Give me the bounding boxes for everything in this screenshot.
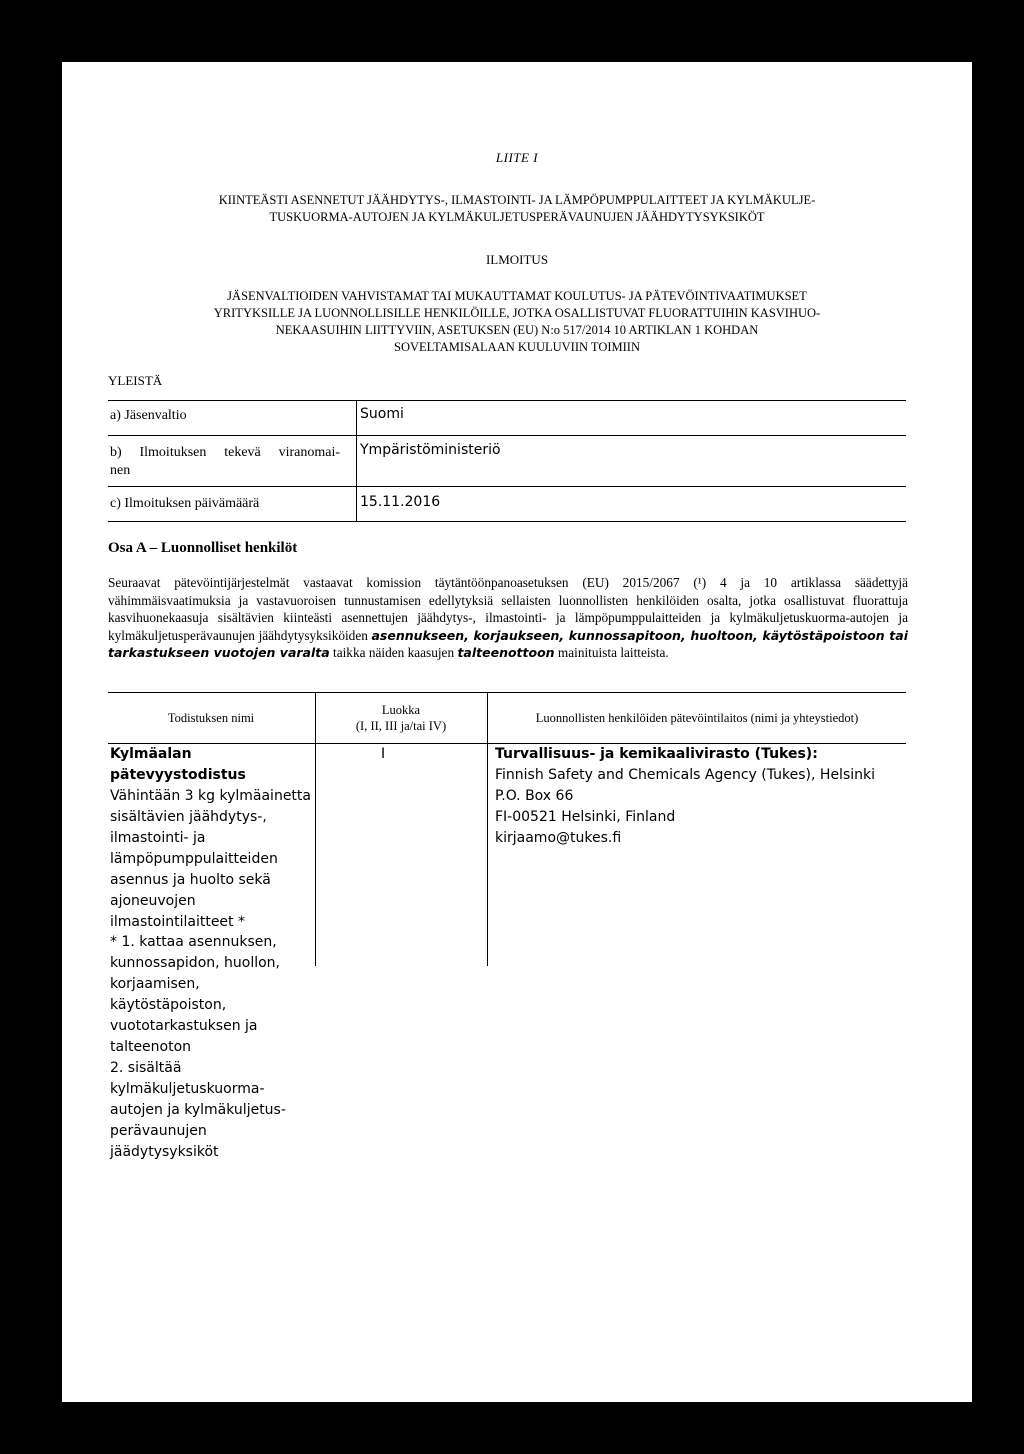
general-heading: YLEISTÄ bbox=[108, 373, 163, 388]
subtitle-line: NEKAASUIHIN LIITTYVIIN, ASETUKSEN (EU) N:o 517/2014 10 ARTIKLAN 1 KOHDAN bbox=[275, 323, 759, 337]
general-row-authority bbox=[108, 435, 906, 486]
footnote-line: * 1. kattaa asennuksen, bbox=[110, 934, 277, 950]
certificate-name-line: lämpöpumppulaitteiden bbox=[110, 851, 278, 867]
intro-emphasis: asennukseen, korjaukseen, kunnossapitoon, huoltoon, käytöstäpoistoon tai tarkastukseen vuotojen varalta bbox=[108, 627, 908, 660]
general-label: c) Ilmoituksen päivämäärä bbox=[110, 496, 260, 511]
footnote-line: käytöstäpoiston, bbox=[110, 997, 227, 1013]
header-class-line: Luokka bbox=[381, 703, 421, 717]
institution-line: P.O. Box 66 bbox=[495, 788, 574, 804]
footnote-line: 2. sisältää bbox=[110, 1060, 182, 1076]
header-class-line: (I, II, III ja/tai IV) bbox=[355, 719, 447, 733]
general-label: b) Ilmoituksen tekevä viranomai- bbox=[110, 445, 340, 460]
certificate-name-cell bbox=[110, 744, 315, 933]
subtitle-line: YRITYKSILLE JA LUONNOLLISILLE HENKILÖILLE, JOTKA OSALLISTUVAT FLUORATTUIHIN KASVIHUO- bbox=[213, 306, 821, 320]
notice-heading: ILMOITUS bbox=[485, 252, 549, 267]
institution-line: Finnish Safety and Chemicals Agency (Tukes), Helsinki bbox=[495, 767, 876, 783]
footnote-line: vuototarkastuksen ja bbox=[110, 1018, 258, 1034]
footnote-line: perävaunujen bbox=[110, 1123, 207, 1139]
notice-subtitle bbox=[102, 288, 932, 356]
title-line: KIINTEÄSTI ASENNETUT JÄÄHDYTYS-, ILMASTOINTI- JA LÄMPÖPUMPPULAITTEET JA KYLMÄKULJE- bbox=[218, 193, 816, 207]
footnote-line: kylmäkuljetuskuorma- bbox=[110, 1081, 265, 1097]
footnote-line: jäädytysyksiköt bbox=[110, 1144, 219, 1160]
certificate-class-cell: I bbox=[381, 746, 386, 762]
intro-emphasis: talteenottoon bbox=[457, 645, 555, 660]
annex-label: LIITE I bbox=[495, 150, 539, 165]
general-row-date bbox=[108, 486, 906, 522]
general-info-table bbox=[108, 400, 906, 522]
certificate-name-line: asennus ja huolto sekä bbox=[110, 872, 271, 888]
certificate-name-line: sisältävien jäähdytys-, bbox=[110, 809, 267, 825]
intro-text: taikka näiden kaasujen bbox=[329, 645, 458, 660]
footnote-line: autojen ja kylmäkuljetus- bbox=[110, 1102, 286, 1118]
general-value: 15.11.2016 bbox=[360, 494, 441, 510]
subtitle-line: SOVELTAMISALAAN KUULUVIIN TOIMIIN bbox=[394, 340, 640, 354]
general-label-cont: nen bbox=[110, 463, 131, 478]
institution-line: FI-00521 Helsinki, Finland bbox=[495, 809, 676, 825]
certificate-name-line: ilmastointi- ja bbox=[110, 830, 206, 846]
part-a-heading: Osa A – Luonnolliset henkilöt bbox=[108, 540, 298, 556]
certificate-name-title: Kylmäalan pätevyystodistus bbox=[110, 746, 246, 783]
general-label: a) Jäsenvaltio bbox=[110, 408, 187, 423]
general-value: Suomi bbox=[360, 406, 404, 422]
footnote-line: talteenoton bbox=[110, 1039, 192, 1055]
footnote-line: korjaamisen, bbox=[110, 976, 200, 992]
certificate-name-line: ilmastointilaitteet * bbox=[110, 914, 245, 930]
certificate-name-line: Vähintään 3 kg kylmäainetta bbox=[110, 788, 311, 804]
header-class bbox=[316, 693, 486, 743]
institution-cell bbox=[495, 744, 915, 849]
general-row-member-state bbox=[108, 400, 906, 435]
institution-email: kirjaamo@tukes.fi bbox=[495, 830, 622, 846]
document-page bbox=[62, 62, 972, 1402]
footnote-line: kunnossapidon, huollon, bbox=[110, 955, 281, 971]
document-title bbox=[102, 192, 932, 226]
header-certificate-name: Todistuksen nimi bbox=[167, 711, 255, 725]
table-header-row bbox=[108, 692, 906, 744]
subtitle-line: JÄSENVALTIOIDEN VAHVISTAMAT TAI MUKAUTTAMAT KOULUTUS- JA PÄTEVÖINTIVAATIMUKSET bbox=[227, 289, 807, 303]
title-line: TUSKUORMA-AUTOJEN JA KYLMÄKULJETUSPERÄVAUNUJEN JÄÄHDYTYSYKSIKÖT bbox=[269, 210, 765, 224]
intro-text: mainituista laitteista. bbox=[554, 645, 669, 660]
footnote bbox=[110, 932, 310, 1163]
institution-name: Turvallisuus- ja kemikaalivirasto (Tukes): bbox=[495, 746, 818, 762]
certificate-name-line: ajoneuvojen bbox=[110, 893, 196, 909]
intro-paragraph bbox=[108, 574, 908, 662]
intro-text: Seuraavat pätevöintijärjestelmät vastaavat komission täytäntöönpanoasetuksen (EU) 2015/2067 (¹) 4 ja 10 artiklassa säädettyjä vähimmäisvaatimuksia ja vastavuoroisen tunnustamisen edellytyksiä sellaisten luonnollisten henkilöiden osalta, jotka osallistuvat fluorattuja kasvihuonekaasuja sisältävien kiinteästi asennettujen jäähdytys-, ilmastointi- ja lämpöpumppulaitteiden ja kylmäkuljetuskuorma-autojen ja kylmäkuljetusperävaunujen jäähdytysyksiköiden bbox=[108, 575, 908, 643]
general-value: Ympäristöministeriö bbox=[360, 442, 501, 458]
header-institution: Luonnollisten henkilöiden pätevöintilaitos (nimi ja yhteystiedot) bbox=[535, 711, 859, 725]
